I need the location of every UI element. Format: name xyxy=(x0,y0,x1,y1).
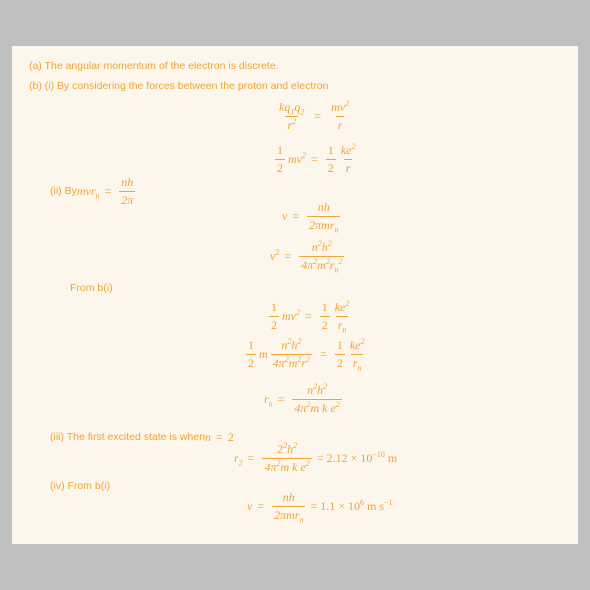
r2-exponent: −10 xyxy=(372,449,385,459)
part-b-iii-text: (iii) The first excited state is when xyxy=(50,431,206,444)
equation-coulomb-centripetal: $\frac{kq_1q_2}{r^2}$ = $\frac{mv^2}{r}$ xyxy=(279,99,350,132)
part-b-i-text: (b) (i) By considering the forces between the proton and electron xyxy=(29,80,329,92)
v-value: = 1.1 × 10 xyxy=(310,498,361,513)
v-exponent: 6 xyxy=(360,497,365,507)
equation-substitution: $\frac{1}{2}$ m $\frac{n^2h^2}{4\pi^2m^2r^2}$ = $\frac{1}{2}$ $\frac{ke^2}{r_n}$ xyxy=(248,337,365,372)
part-b-ii-text: (ii) By xyxy=(50,184,77,197)
from-bi-text-1: From b(i) xyxy=(70,282,113,294)
equation-radius: $r_n$ = $\frac{n^2h^2}{4\pi^2m k e^2}$ xyxy=(264,382,340,415)
equation-quantization: mvr$_n$ xyxy=(76,183,100,200)
equation-kinetic-energy-rn: $\frac{1}{2}$ $mv^2$ = $\frac{1}{2}$ $\frac{ke^2}{r_n}$ xyxy=(271,299,350,334)
r2-unit: m xyxy=(384,450,398,465)
solution-card xyxy=(12,46,578,544)
r2-value: = 2.12 × 10 xyxy=(316,450,373,465)
equation-n-equals-2: n xyxy=(205,430,212,444)
equation-velocity-result: v = $\frac{nh}{2\pi mr_n}$ = $1.1 \times 10^6$ m $s^{-1}$ xyxy=(247,490,393,524)
equation-kinetic-energy: $\frac{1}{2}$ $mv^2$ = $\frac{1}{2}$ $\frac{ke^2}{r}$ xyxy=(277,142,356,175)
part-b-iv-text: (iv) From b(i) xyxy=(50,480,111,492)
part-a-text: (a) The angular momentum of the electron is discrete. xyxy=(29,60,279,72)
part-b-ii-line: (ii) By mvr$_n$ = $\frac{nh}{2\pi}$ xyxy=(50,175,134,207)
equation-velocity-squared: $v^2$ = $\frac{n^2h^2}{4\pi^2m^2r_n^2}$ xyxy=(270,239,343,274)
part-b-iii-line: (iii) The first excited state is when n = 2 xyxy=(50,430,234,444)
equation-r2-result: $r_2$ = $\frac{2^2h^2}{4\pi^2m k e^2}$ = $2.12 \times 10^{-10}$ m xyxy=(234,441,398,474)
equation-velocity: v = $\frac{nh}{2\pi mr_n}$ xyxy=(282,200,339,234)
v-unit: m s xyxy=(364,498,385,513)
v-unit-exponent: −1 xyxy=(384,497,393,507)
